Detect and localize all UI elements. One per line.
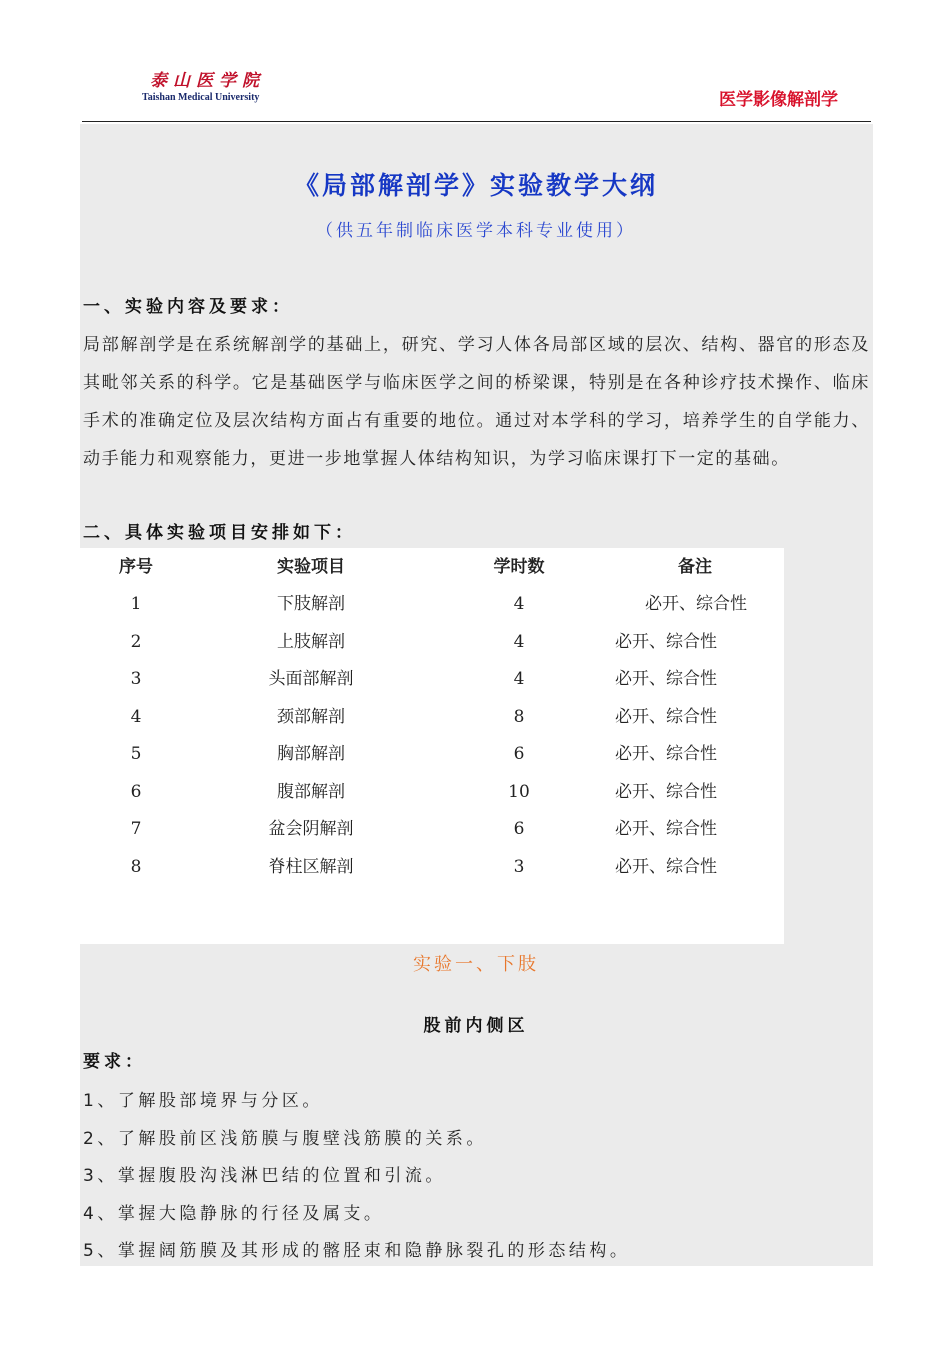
experiment-title: 实验一、下肢 <box>413 954 539 975</box>
header-hours: 学时数 <box>493 557 545 577</box>
row-project: 颈部解剖 <box>277 707 345 727</box>
row-notes: 必开、综合性 <box>615 669 717 689</box>
row-hours: 4 <box>513 669 525 689</box>
row-index: 3 <box>130 669 142 689</box>
table-row <box>80 585 784 623</box>
row-project: 胸部解剖 <box>277 744 345 764</box>
row-project: 脊柱区解剖 <box>268 857 354 877</box>
row-hours: 4 <box>513 594 525 614</box>
requirement-item: 2、了解股前区浅筋膜与腹壁浅筋膜的关系。 <box>83 1129 487 1149</box>
experiment-subheading: 股前内侧区 <box>423 1016 529 1036</box>
section1-body: 局部解剖学是在系统解剖学的基础上，研究、学习人体各局部区域的层次、结构、器官的形态及其毗邻关系的科学。它是基础医学与临床医学之间的桥梁课，特别是在各种诊疗技术操作、临床手术的准确定位及层次结构方面占有重要的地位。通过对本学科的学习，培养学生的自学能力、动手能力和观察能力，更进一步地掌握人体结构知识，为学习临床课打下一定的基础。 <box>83 335 870 469</box>
logo-english-name: Taishan Medical University <box>142 92 260 103</box>
header-notes: 备注 <box>678 557 712 577</box>
row-notes: 必开、综合性 <box>615 782 717 802</box>
table-row <box>80 698 784 736</box>
row-index: 6 <box>130 782 142 802</box>
row-hours: 8 <box>513 707 525 727</box>
table-row <box>80 623 784 661</box>
requirement-item: 1、了解股部境界与分区。 <box>83 1091 323 1111</box>
table-header-row <box>80 548 784 586</box>
table-row <box>80 660 784 698</box>
requirements-label: 要求： <box>83 1052 146 1072</box>
row-index: 1 <box>130 594 142 614</box>
requirement-item: 3、掌握腹股沟浅淋巴结的位置和引流。 <box>83 1166 446 1186</box>
row-project: 上肢解剖 <box>277 632 345 652</box>
row-index: 7 <box>130 819 142 839</box>
row-hours: 6 <box>513 819 525 839</box>
row-hours: 6 <box>513 744 525 764</box>
row-index: 8 <box>130 857 142 877</box>
logo-chinese-name: 泰山医学院 <box>150 71 265 91</box>
row-notes: 必开、综合性 <box>645 594 747 614</box>
table-row <box>80 848 784 886</box>
table-row <box>80 735 784 773</box>
table-row <box>80 773 784 811</box>
row-hours: 10 <box>508 782 530 802</box>
row-notes: 必开、综合性 <box>615 707 717 727</box>
row-project: 头面部解剖 <box>268 669 354 689</box>
university-logo <box>110 62 310 112</box>
row-notes: 必开、综合性 <box>615 819 717 839</box>
row-notes: 必开、综合性 <box>615 857 717 877</box>
header-index: 序号 <box>119 557 153 577</box>
row-project: 下肢解剖 <box>277 594 345 614</box>
course-name: 医学影像解剖学 <box>719 90 838 110</box>
header-project: 实验项目 <box>277 557 345 577</box>
header-divider <box>82 121 871 122</box>
row-notes: 必开、综合性 <box>615 632 717 652</box>
row-index: 2 <box>130 632 142 652</box>
row-project: 盆会阴解剖 <box>268 819 354 839</box>
requirement-item: 4、掌握大隐静脉的行径及属支。 <box>83 1204 385 1224</box>
section2-heading: 二、具体实验项目安排如下： <box>83 523 356 543</box>
row-notes: 必开、综合性 <box>615 744 717 764</box>
row-hours: 3 <box>513 857 525 877</box>
row-index: 5 <box>130 744 142 764</box>
row-index: 4 <box>130 707 142 727</box>
table-row <box>80 810 784 848</box>
row-hours: 4 <box>513 632 525 652</box>
row-project: 腹部解剖 <box>277 782 345 802</box>
requirement-item: 5、掌握阔筋膜及其形成的髂胫束和隐静脉裂孔的形态结构。 <box>83 1241 631 1261</box>
section1-heading: 一、实验内容及要求： <box>83 297 293 317</box>
document-title: 《局部解剖学》实验教学大纲 <box>293 171 658 200</box>
document-subtitle: （供五年制临床医学本科专业使用） <box>316 221 636 241</box>
